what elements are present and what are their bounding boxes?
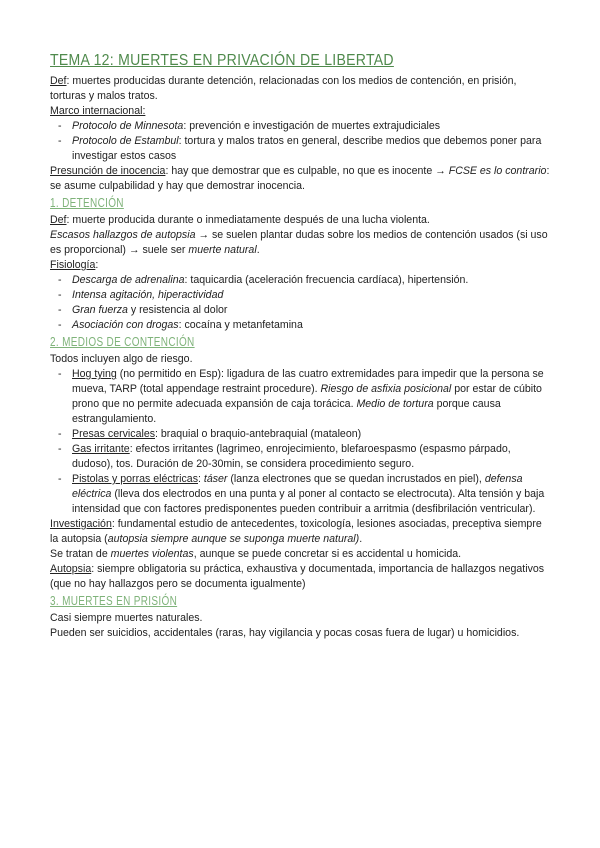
fisio-label: Fisiología <box>50 259 96 271</box>
investigacion-paragraph <box>50 517 550 547</box>
hallazgos-end: . <box>256 244 260 256</box>
violentas-paragraph <box>50 547 550 562</box>
gas-text: : efectos irritantes (lagrimeo, enrojecimiento, blefaroespasmo (espasmo párpado, dudoso), tos. Duración de 20-30min, se considera procedimiento seguro. <box>72 443 511 470</box>
medios-list <box>50 367 550 517</box>
presuncion-paragraph <box>50 164 550 194</box>
list-item <box>50 273 550 288</box>
hog-text-3: porque causa estrangulamiento. <box>72 398 501 425</box>
page-title: TEMA 12: MUERTES EN PRIVACIÓN DE LIBERTAD <box>50 52 394 69</box>
pistolas-text-2: (lanza electrones que se quedan incrustados en piel), <box>227 473 485 485</box>
presuncion-emphasis: FCSE es lo contrario <box>448 165 547 177</box>
investigacion-end: . <box>359 533 363 545</box>
violentas-end: , aunque se puede concretar si es accidental u homicida. <box>193 548 462 560</box>
definition-paragraph <box>50 74 550 104</box>
presuncion-label: Presunción de inocencia <box>50 165 166 177</box>
list-item <box>50 134 550 164</box>
pistolas-text: : <box>198 473 204 485</box>
s1-definition <box>50 213 550 228</box>
gas-label: Gas irritante <box>72 443 130 455</box>
autopsia-label: Autopsia <box>50 563 92 575</box>
list-item-pistolas <box>50 472 550 517</box>
fisio-colon: : <box>95 259 99 271</box>
list-item-text: : tortura y malos tratos en general, describe medios que debemos poner para investigar estos casos <box>72 135 542 162</box>
def-label: Def <box>50 214 67 226</box>
section-heading-medios: 2. MEDIOS DE CONTENCIÓN <box>50 335 195 349</box>
investigacion-label: Investigación <box>50 518 112 530</box>
pistolas-emphasis-2: defensa eléctrica <box>72 473 523 500</box>
list-item-text: y resistencia al dolor <box>127 304 228 316</box>
list-item-emphasis: Descarga de adrenalina <box>72 274 185 286</box>
hog-emphasis-2: Medio de tortura <box>356 398 434 410</box>
list-item <box>50 303 550 318</box>
presas-label: Presas cervicales <box>72 428 156 440</box>
list-item-gas <box>50 442 550 472</box>
presuncion-text-end: : se asume culpabilidad y hay que demostrar inocencia. <box>50 165 550 192</box>
violentas-emphasis: muertes violentas <box>110 548 194 560</box>
hog-label: Hog tying <box>72 368 117 380</box>
list-item-emphasis: Intensa agitación, hiperactividad <box>72 289 224 301</box>
list-item-presas <box>50 427 550 442</box>
s2-intro: Todos incluyen algo de riesgo. <box>50 353 193 365</box>
presas-text: : braquial o braquio-antebraquial (mataleon) <box>155 428 362 440</box>
list-item-emphasis: Protocolo de Estambul <box>72 135 179 147</box>
presuncion-text: : hay que demostrar que es culpable, no que es inocente → <box>165 165 449 177</box>
list-item <box>50 119 550 134</box>
hog-emphasis: Riesgo de asfixia posicional <box>320 383 452 395</box>
pistolas-label: Pistolas y porras eléctricas <box>72 473 198 485</box>
fisio-list <box>50 273 550 333</box>
section-heading-detencion: 1. DETENCIÓN <box>50 196 124 210</box>
list-item-emphasis: Protocolo de Minnesota <box>72 120 184 132</box>
investigacion-text: : fundamental estudio de antecedentes, toxicología, lesiones asociadas, preceptiva siempre la autopsia ( <box>50 518 542 545</box>
hog-text-2: por estar de cúbito prono que no permite adecuada expansión de caja torácica. <box>72 383 542 410</box>
list-item-emphasis: Asociación con drogas <box>72 319 179 331</box>
fisio-label-line <box>50 258 550 273</box>
marco-label: Marco internacional: <box>50 105 146 117</box>
list-item-hog-tying <box>50 367 550 427</box>
list-item <box>50 318 550 333</box>
list-item-emphasis: Gran fuerza <box>72 304 128 316</box>
list-item <box>50 288 550 303</box>
document-page <box>50 50 550 641</box>
def-label: Def <box>50 75 67 87</box>
violentas-text: Se tratan de <box>50 548 111 560</box>
def-text: : muerte producida durante o inmediatamente después de una lucha violenta. <box>66 214 430 226</box>
marco-list <box>50 119 550 164</box>
list-item-text: : prevención e investigación de muertes extrajudiciales <box>183 120 441 132</box>
hallazgos-emphasis-2: muerte natural <box>188 244 257 256</box>
investigacion-emphasis: autopsia siempre aunque se suponga muerte natural) <box>107 533 360 545</box>
hallazgos-text: → se suelen plantar dudas sobre los medios de contención usados (si uso es proporcional) → suele ser <box>50 229 548 256</box>
pistolas-emphasis: táser <box>203 473 228 485</box>
s3-line-2: Pueden ser suicidios, accidentales (raras, hay vigilancia y pocas cosas fuera de lugar) u homicidios. <box>50 627 520 639</box>
s1-hallazgos <box>50 228 550 258</box>
list-item-text: : taquicardia (aceleración frecuencia cardíaca), hipertensión. <box>184 274 469 286</box>
def-text: : muertes producidas durante detención, relacionadas con los medios de contención, en prisión, torturas y malos tratos. <box>50 75 517 102</box>
hog-text: (no permitido en Esp): ligadura de las cuatro extremidades para impedir que la persona se mueva, TARP (total appendage restraint procedure). <box>72 368 544 395</box>
pistolas-text-3: (lleva dos electrodos en una punta y al poner al contacto se electrocuta). Alta tensión y baja intensidad que con factores predisponentes pueden contribuir a arritmia (desfibrilación ventricular). <box>72 488 545 515</box>
list-item-text: : cocaína y metanfetamina <box>178 319 303 331</box>
s3-line-1: Casi siempre muertes naturales. <box>50 612 203 624</box>
autopsia-text: : siempre obligatoria su práctica, exhaustiva y documentada, importancia de hallazgos negativos (que no hay hallazgos pero se documenta igualmente) <box>50 563 545 590</box>
autopsia-paragraph <box>50 562 550 592</box>
hallazgos-emphasis: Escasos hallazgos de autopsia <box>50 229 196 241</box>
section-heading-prision: 3. MUERTES EN PRISIÓN <box>50 594 178 608</box>
